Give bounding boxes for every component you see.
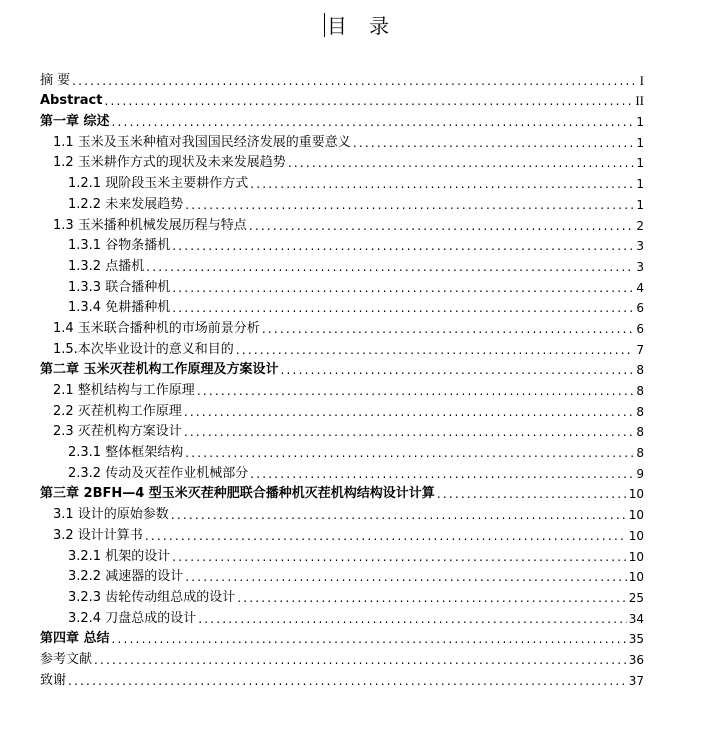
toc-entry[interactable] [40,668,644,689]
toc-entry-page: 34 [628,611,644,626]
toc-entry[interactable] [40,130,644,151]
toc-entry-label: 致谢 [40,672,67,688]
toc-entry-label: 2.1 整机结构与工作原理 [53,383,195,398]
toc-entry-page: 10 [628,487,644,502]
toc-entry[interactable] [40,275,644,296]
toc-entry-label: 3.1 设计的原始参数 [53,507,169,523]
text-cursor [324,13,325,37]
toc-entry-label: 1.3 玉米播种机械发展历程与特点 [53,217,247,233]
toc-entry-page: 8 [636,404,644,419]
toc-entry-label: 2.2 灭茬机构工作原理 [53,403,182,419]
toc-entry[interactable] [40,482,644,503]
toc-entry-label: 3.2.2 减速器的设计 [68,569,184,585]
toc-leader-dots [172,549,627,565]
toc-leader-dots [437,486,627,502]
toc-entry-page: 1 [636,135,644,150]
toc-entry-label: 1.3.4 免耕播种机 [68,300,171,316]
toc-entry[interactable] [40,254,644,275]
toc-leader-dots [250,466,634,482]
toc-leader-dots [171,507,627,523]
toc-entry-page: 8 [636,425,644,440]
toc-entry-page: 10 [628,508,644,523]
toc-leader-dots [68,673,627,689]
toc-entry-label: Abstract [40,93,103,109]
toc-entry[interactable] [40,585,644,606]
toc-leader-dots [185,569,627,585]
toc-entry-label: 1.3.1 谷物条播机 [68,238,171,254]
toc-leader-dots [288,155,635,171]
toc-entry-label: 1.2.2 未来发展趋势 [68,196,184,212]
toc-leader-dots [104,93,633,109]
toc-entry-label: 2.3 灭茬机构方案设计 [53,424,182,440]
toc-entry[interactable] [40,234,644,255]
toc-entry[interactable] [40,544,644,565]
toc-entry[interactable] [40,565,644,586]
toc-entry-label: 1.1 玉米及玉米种植对我国国民经济发展的重要意义 [53,134,351,150]
toc-entry-page: 37 [628,673,644,688]
toc-entry-label: 摘 要 [40,72,71,88]
toc-entry-label: 1.3.2 点播机 [68,258,145,274]
toc-leader-dots [172,238,634,254]
toc-entry-label: 3.2.4 刀盘总成的设计 [68,610,197,626]
toc-entry[interactable] [40,420,644,441]
toc-entry-label: 第三章 2BFH—4 型玉米灭茬种肥联合播种机灭茬机构结构设计计算 [40,486,435,502]
toc-entry[interactable] [40,523,644,544]
toc-entry-page: 8 [636,446,644,461]
toc-leader-dots [198,611,627,627]
toc-entry[interactable] [40,316,644,337]
toc-entry[interactable] [40,151,644,172]
toc-entry-page: 4 [636,280,644,295]
toc-entry-page: 6 [636,321,644,336]
toc-leader-dots [185,445,634,461]
toc-leader-dots [353,135,635,151]
toc-entry-label: 参考文献 [40,651,93,667]
toc-entry-page: 10 [628,549,644,564]
toc-entry-page: 3 [636,259,644,274]
toc-entry-label: 2.3.1 整体框架结构 [68,445,184,461]
toc-entry-label: 1.2 玉米耕作方式的现状及未来发展趋势 [53,155,286,171]
toc-entry-page: I [639,72,644,88]
toc-leader-dots [172,300,634,316]
toc-entry-page: 1 [636,115,644,130]
toc-leader-dots [250,176,634,192]
toc-leader-dots [112,631,627,647]
toc-entry[interactable] [40,378,644,399]
toc-entry-label: 1.2.1 现阶段玉米主要耕作方式 [68,176,249,192]
toc-leader-dots [237,590,627,606]
toc-entry[interactable] [40,502,644,523]
toc-leader-dots [249,218,635,234]
toc-leader-dots [172,280,634,296]
toc-entry-page: 2 [636,218,644,233]
toc-entry[interactable] [40,461,644,482]
toc-title-text: 目 录 [326,14,398,38]
toc-leader-dots [146,259,634,275]
toc-entry-label: 1.5.本次毕业设计的意义和目的 [53,341,234,357]
toc-entry-page: 1 [636,156,644,171]
toc-leader-dots [112,114,635,130]
toc-entry[interactable] [40,192,644,213]
toc-leader-dots [185,197,634,213]
toc-entry[interactable] [40,399,644,420]
toc-leader-dots [94,652,627,668]
toc-entry[interactable] [40,358,644,379]
toc-entry-page: 7 [636,342,644,357]
toc-entry-page: 8 [636,363,644,378]
toc-entry-page: 36 [628,652,644,667]
toc-entry-page: 3 [636,239,644,254]
toc-entry[interactable] [40,647,644,668]
toc-entry[interactable] [40,606,644,627]
toc-entry-label: 3.2.1 机架的设计 [68,548,171,564]
toc-entry-label: 第二章 玉米灭茬机构工作原理及方案设计 [40,362,279,378]
toc-entry-label: 第四章 总结 [40,631,110,647]
toc-entry[interactable] [40,440,644,461]
toc-entry[interactable] [40,296,644,317]
toc-entry-label: 1.3.3 联合播种机 [68,279,171,295]
toc-entry-label: 3.2 设计计算书 [53,527,143,543]
toc-entry-label: 第一章 综述 [40,114,110,130]
toc-entry-page: 9 [636,466,644,481]
toc-entry[interactable] [40,171,644,192]
toc-entry-page: 25 [628,590,644,605]
toc-entry-page: II [635,93,644,109]
toc-leader-dots [72,73,638,89]
toc-entry[interactable] [40,89,644,110]
toc-entry[interactable] [40,337,644,358]
toc-entry-page: 10 [628,570,644,585]
toc-leader-dots [145,528,627,544]
toc-leader-dots [262,321,635,337]
toc-entry-page: 1 [636,177,644,192]
toc-entry-page: 10 [628,528,644,543]
toc-entry-label: 3.2.3 齿轮传动组总成的设计 [68,589,236,605]
toc-entry[interactable] [40,68,644,89]
toc-leader-dots [184,424,635,440]
toc-entry-page: 1 [636,197,644,212]
toc-entry-page: 6 [636,301,644,316]
toc-entry-label: 1.4 玉米联合播种机的市场前景分析 [53,320,260,336]
toc-leader-dots [281,362,635,378]
table-of-contents [40,68,644,689]
toc-leader-dots [184,404,635,420]
toc-entry-page: 35 [628,632,644,647]
toc-entry-label: 2.3.2 传动及灭茬作业机械部分 [68,465,249,481]
toc-title [0,10,721,39]
toc-entry[interactable] [40,109,644,130]
toc-leader-dots [197,383,635,399]
toc-entry[interactable] [40,627,644,648]
toc-entry[interactable] [40,213,644,234]
toc-leader-dots [236,342,635,358]
toc-entry-page: 8 [636,384,644,398]
